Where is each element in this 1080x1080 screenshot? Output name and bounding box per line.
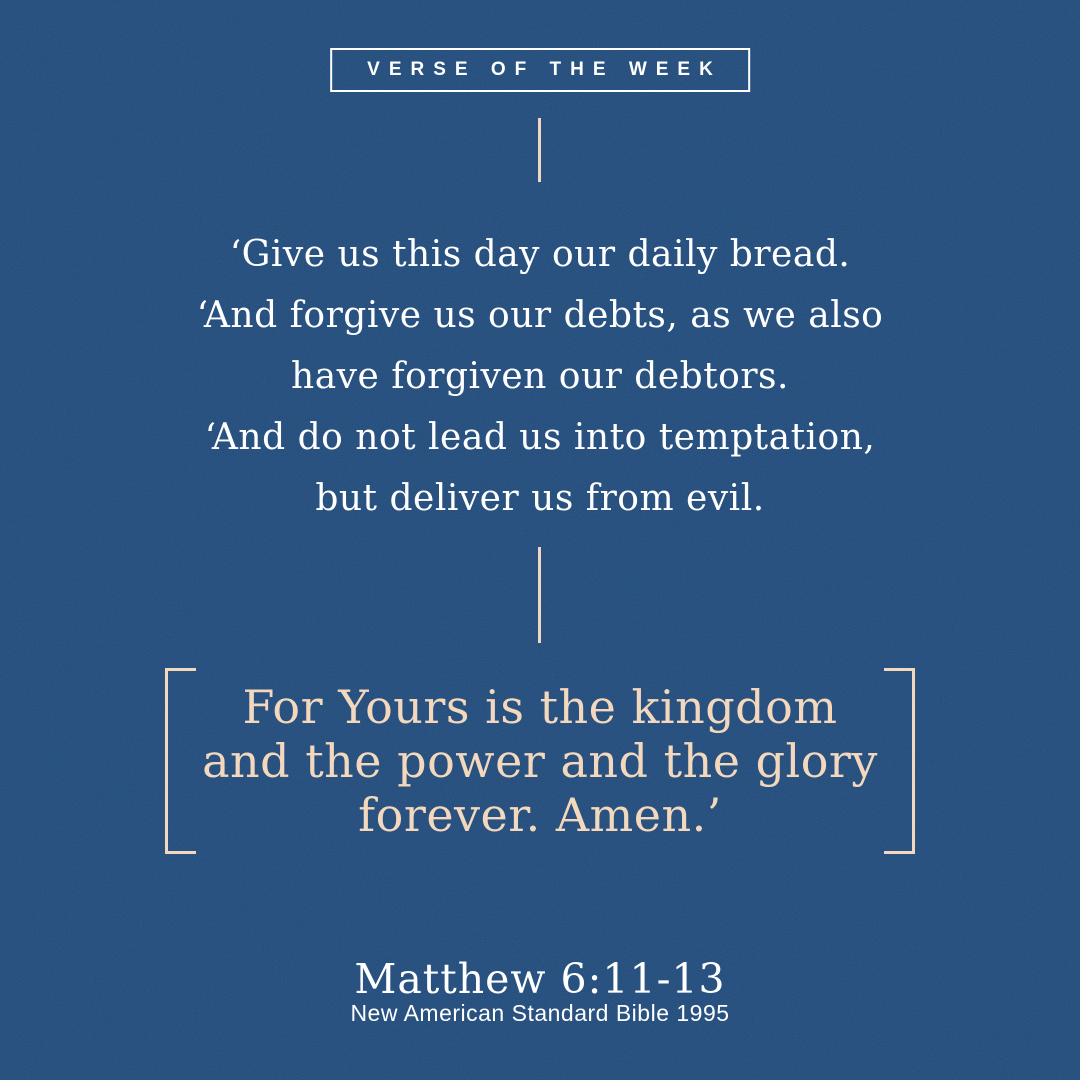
verse-line: ‘And forgive us our debts, as we also — [196, 295, 884, 336]
doxology-line: and the power and the glory — [202, 734, 878, 788]
verse-line: have forgiven our debtors. — [291, 356, 789, 397]
verse-line: ‘And do not lead us into temptation, — [204, 417, 876, 458]
doxology-text — [202, 680, 878, 842]
badge-label: VERSE OF THE WEEK — [367, 59, 722, 80]
verse-line: ‘Give us this day our daily bread. — [229, 234, 851, 275]
verse-line: but deliver us from evil. — [315, 478, 765, 519]
right-bracket-icon — [884, 668, 915, 854]
middle-divider-line — [538, 547, 541, 643]
verse-of-week-badge — [330, 48, 750, 92]
left-bracket-icon — [165, 668, 196, 854]
verse-text-block — [0, 224, 1080, 529]
translation-name: New American Standard Bible 1995 — [350, 1000, 730, 1026]
verse-reference: Matthew 6:11-13 — [354, 955, 726, 1003]
top-divider-line — [538, 118, 541, 182]
doxology-line: For Yours is the kingdom — [242, 680, 838, 734]
doxology-line: forever. Amen.’ — [358, 788, 722, 842]
doxology-block — [165, 668, 915, 854]
